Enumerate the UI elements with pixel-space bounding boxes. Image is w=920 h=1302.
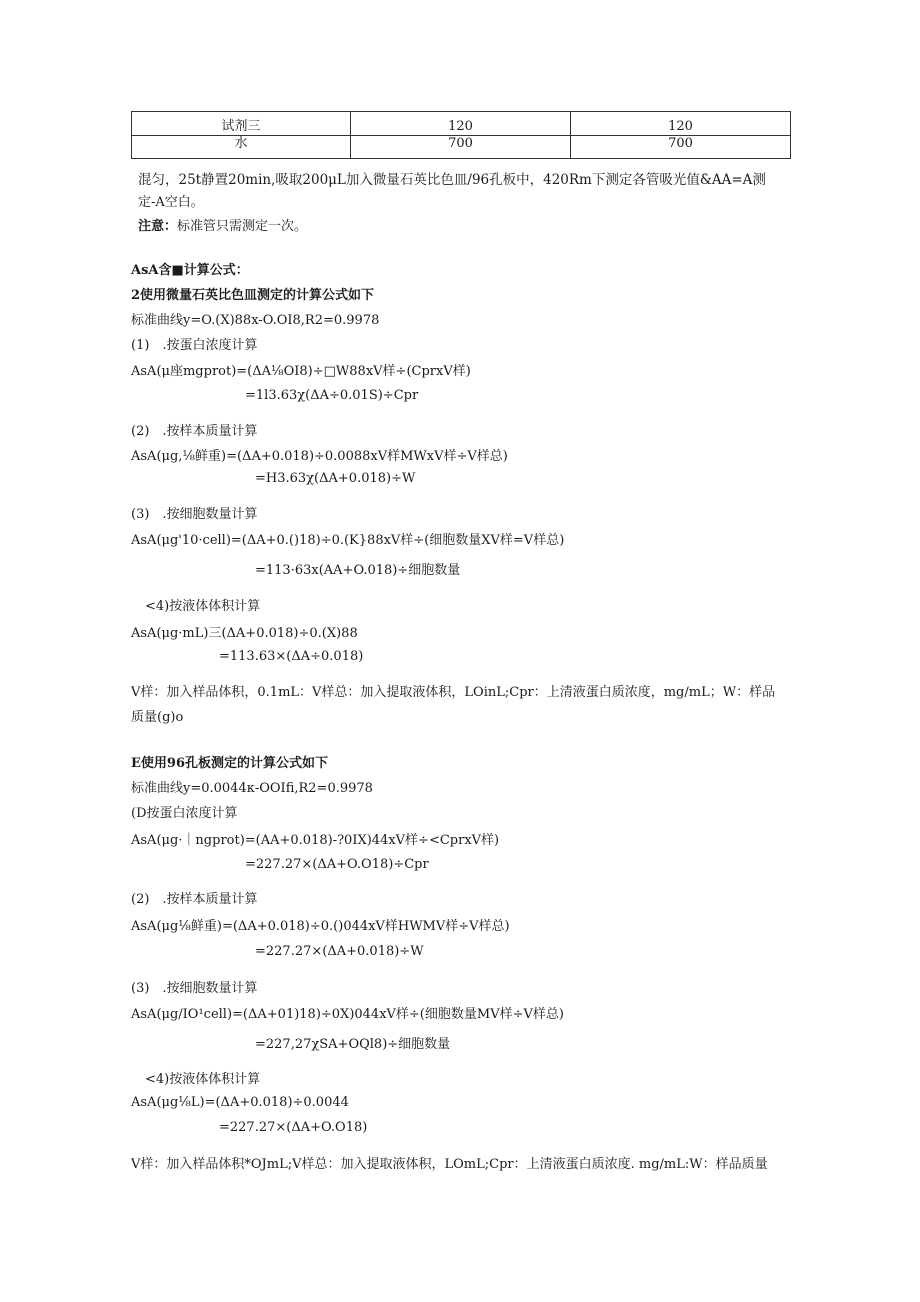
part2-method-3: (3) .按细胞数量计算 xyxy=(131,981,258,996)
part2-formula-3a: AsA(μg/IO¹cell)=(ΔA+01)18)÷0X)044xV样÷(细胞数量MV样÷V样总) xyxy=(131,1007,564,1022)
part1-formula-4a: AsA(μg·mL)三(ΔA+0.018)÷0.(X)88 xyxy=(131,626,358,641)
part1-method-2: (2) .按样本质量计算 xyxy=(131,424,258,439)
part1-formula-2b: =H3.63χ(ΔA+0.018)÷W xyxy=(255,471,416,486)
table-cell: 120 xyxy=(571,112,791,136)
part2-note-line-1: V样：加入样品体积*OJmL;V样总：加入提取液体积，LOmL;Cpr：上清液蛋白质浓度. mg/mL:W：样品质量 xyxy=(131,1157,768,1172)
table-row xyxy=(132,112,791,136)
note-line xyxy=(138,215,307,234)
table-cell: 700 xyxy=(351,136,571,159)
part1-curve: 标准曲线y=O.(X)88x-O.OI8,R2=0.9978 xyxy=(131,313,380,328)
reagent-table xyxy=(131,111,791,159)
note-text: 标准管只需测定一次。 xyxy=(177,219,308,234)
table-cell: 试剂三 xyxy=(132,112,351,136)
table-cell: 水 xyxy=(132,136,351,159)
part1-heading: 2使用微量石英比色皿测定的计算公式如下 xyxy=(131,288,375,303)
intro-line-1: 混匀，25t静置20min,吸取200μL加入微量石英比色皿/96孔板中，420Rm下测定各管吸光值&AA=A测 xyxy=(138,172,766,188)
part2-formula-1a: AsA(μg·｜ngprot)=(AA+0.018)-?0IX)44xV样÷<CprxV样) xyxy=(131,833,500,848)
part2-formula-2b: =227.27×(ΔA+0.018)÷W xyxy=(255,944,424,959)
note-label: 注意： xyxy=(138,219,178,234)
part1-formula-3a: AsA(μg'10·cell)=(ΔA+0.()18)÷0.(K}88xV样÷(细胞数量XV样=V样总) xyxy=(131,533,565,548)
part1-method-3: (3) .按细胞数量计算 xyxy=(131,507,258,522)
part1-note-line-2: 质量(g)o xyxy=(131,710,184,725)
part1-formula-1a: AsA(μ座mgprot)=(ΔA⅛OI8)÷□W88xV样÷(CprxV样) xyxy=(131,364,471,379)
table-cell: 700 xyxy=(571,136,791,159)
part2-formula-3b: =227,27χSA+OQl8)÷细胞数量 xyxy=(255,1037,451,1052)
part1-formula-4b: =113.63×(ΔA÷0.018) xyxy=(219,649,364,664)
part2-method-4: <4)按液体体积计算 xyxy=(145,1072,261,1087)
part1-formula-2a: AsA(μg,⅛鲜重)=(ΔA+0.018)÷0.0088xV样MWxV样÷V样总) xyxy=(131,449,508,464)
part1-method-4: <4)按液体体积计算 xyxy=(145,599,261,614)
part2-formula-1b: =227.27×(ΔA+O.O18)÷Cpr xyxy=(245,857,429,872)
table-row xyxy=(132,136,791,159)
part2-method-1: (D按蛋白浓度计算 xyxy=(131,806,238,821)
part1-formula-1b: =1l3.63χ(ΔA÷0.01S)÷Cpr xyxy=(245,388,419,403)
table-cell: 120 xyxy=(351,112,571,136)
part1-formula-3b: =113·63x(AA+O.018)÷细胞数量 xyxy=(255,563,461,578)
part2-curve: 标准曲线y=0.0044κ-OOIfi,R2=0.9978 xyxy=(131,781,373,796)
section-title: AsA含■计算公式： xyxy=(131,263,249,278)
part1-note-line-1: V样：加入样品体积，0.1mL：V样总：加入提取液体积，LOinL;Cpr：上清液蛋白质浓度，mg/mL；W：样品 xyxy=(131,685,776,700)
part2-formula-4b: =227.27×(ΔA+O.O18) xyxy=(219,1120,368,1135)
intro-line-2: 定-A空白。 xyxy=(138,195,204,210)
part2-formula-2a: AsA(μg⅛鲜重)=(ΔA+0.018)÷0.()044xV样HWMV样÷V样总) xyxy=(131,919,510,934)
part2-method-2: (2) .按样本质量计算 xyxy=(131,892,258,907)
part1-method-1: (1) .按蛋白浓度计算 xyxy=(131,338,258,353)
part2-heading: E使用96孔板测定的计算公式如下 xyxy=(131,756,328,771)
part2-formula-4a: AsA(μg⅛L)=(ΔA+0.018)÷0.0044 xyxy=(131,1095,349,1110)
